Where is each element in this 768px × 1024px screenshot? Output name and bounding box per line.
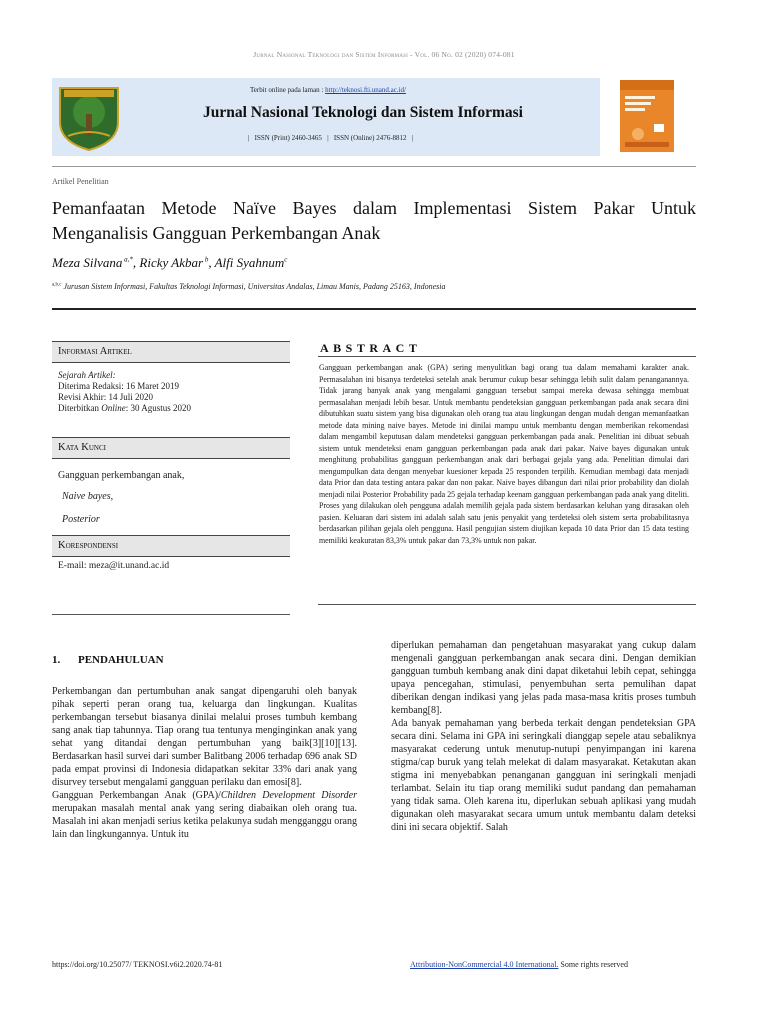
article-type: Artikel Penelitian xyxy=(52,177,109,186)
top-divider xyxy=(52,166,696,167)
author-name: Meza Silvana xyxy=(52,255,123,270)
keywords-heading: Kata Kunci xyxy=(52,437,290,459)
abstract-heading: ABSTRACT xyxy=(320,341,422,355)
author-sup: b xyxy=(204,255,209,264)
keyword-item: Gangguan perkembangan anak, xyxy=(58,470,185,481)
section-title: PENDAHULUAN xyxy=(78,654,164,666)
issn-line: | ISSN (Print) 2460-3465 | ISSN (Online) 2476-8812 | xyxy=(248,134,414,142)
abstract-text: Gangguan perkembangan anak (GPA) sering menyulitkan bagi orang tua dalam memahami karakter anak. Permasalahan ini bisanya terdeteksi setelah anak berumur cukup besar sehingga lebih sulit dalam penanganannya. Tidak jarang banyak anak yang mengalami gangguan tersebut sampai mereka dewasa sehingga membuat permasalahan menjadi lebih besar. Untuk membantu pendeteksian gangguan perkembangan pada anak secara dini dibutuhkan suatu sistem yang bisa digunakan oleh orang tua atau lingkungan dengan mudah dengan memanfaatkan metode data mining naive bayes. Metode ini dinilai mampu untuk membantu dengan memberikan rekomendasi dalam mengambil keputusan dalam mendeteksi gangguan perkembangan pada anak. Penelitian ini dibuat sebuah sistem untuk mendeteksi enam gangguan perkembangan pada anak dari pakar. Naive bayes digunakan untuk menghitung probabilitas gangguan perkembangan anak dari berbagai gejala yang ada. Penelitian dimulai dari mengumpulkan data dengan menyebar kuesioner kepada 25 responden terpilih. Kemudian membagi data menjadi data Prior dan data testing antara pakar dan non pakar. Naive bayes dibangun dari nilai prior probability dan diolah menjadi nilai Posterior Probability pada 25 gejala terhadap keenam gangguan perkembangan pada anak yang diteliti. Proses yang dilakukan oleh pengguna adalah memilih gejala pada sistem berdasarkan keluhan yang dirasakan oleh pasien. Keluaran dari sistem ini adalah salah satu jenis penyakit yang terdeteksi oleh sistem serta probabilitasnya berdasarkan pilihan gejala oleh pengguna. Hasil pengujian sistem diujikan kepada 10 data Prior dan 15 data testing memiliki keakuratan 83,3% untuk pakar dan 73,3% untuk non pakar. xyxy=(319,363,689,545)
running-head: Jurnal Nasional Teknologi dan Sistem Informasi - Vol. 06 No. 02 (2020) 074-081 xyxy=(253,50,515,59)
keyword-item: Naive bayes, xyxy=(62,491,114,502)
body-column-right xyxy=(391,639,696,834)
author-sup: a,* xyxy=(124,255,133,264)
paper-title: Pemanfaatan Metode Naïve Bayes dalam Implementasi Sistem Pakar Untuk Menganalisis Gangguan Perkembangan Anak xyxy=(52,198,696,243)
correspondence-email: E-mail: meza@it.unand.ac.id xyxy=(58,561,170,571)
revised-date: Revisi Akhir: 14 Juli 2020 xyxy=(58,392,154,402)
license-suffix: Some rights reserved xyxy=(558,960,628,969)
article-info-heading: Informasi Artikel xyxy=(52,341,290,363)
header-divider xyxy=(52,308,696,310)
abstract-bottom-rule xyxy=(318,604,696,605)
correspondence-heading: Korespondensi xyxy=(52,535,290,557)
author-sup: c xyxy=(284,255,288,264)
body-paragraph: Gangguan Perkembangan Anak (GPA)/Children Development Disorder merupakan masalah mental anak yang sering diabaikan oleh orang tua. Masalah ini akan menjadi serius ketika pelakunya sudah mengganggu orang lain dan lingkungannya. Untuk itu xyxy=(52,790,358,840)
author-list: Meza Silvana $^{a,*}$, Ricky Akbar $^b$, Alfi Syahnum$^c$ xyxy=(52,255,288,270)
published-date: Diterbitkan Online: 30 Agustus 2020 xyxy=(58,403,192,413)
body-paragraph: diperlukan pemahaman dan pengetahuan masyarakat yang cukup dalam mengenali gangguan perkembangan anak secara dini. Dengan demikian gangguan tumbuh kembang anak dini dapat diketahui lebih cepat, sehingga upaya pencegahan, stimulasi, penyembuhan serta pemulihan dapat diberikan dengan indikasi yang jelas pada masa-masa kritis proses tumbuh kembang[8]. xyxy=(391,640,696,716)
license-link[interactable]: Attribution-NonCommercial 4.0 International. xyxy=(410,960,559,969)
footer-license xyxy=(410,960,628,969)
issn-online: ISSN (Online) 2476-8812 xyxy=(333,134,407,142)
section-number: 1. xyxy=(52,654,61,666)
keyword-item: Posterior xyxy=(62,514,100,525)
author-name: Ricky Akbar xyxy=(139,255,204,270)
author-name: Alfi Syahnum xyxy=(214,255,285,270)
abstract-top-rule xyxy=(318,356,696,357)
affiliation xyxy=(52,282,445,291)
affiliation-text: Jurusan Sistem Informasi, Fakultas Teknologi Informasi, Universitas Andalas, Limau Manis, Padang 25163, Indonesia xyxy=(63,282,446,291)
footer-doi: https://doi.org/10.25077/ TEKNOSI.v6i2.2020.74-81 xyxy=(52,960,223,969)
body-paragraph: Perkembangan dan pertumbuhan anak sangat dipengaruhi oleh banyak pihak seperti peran orang tua, keluarga dan lingkungan. Kualitas perkembangan tersebut biasanya dinilai melalui proses tumbuh kembang sang anak tiap tahunnya. Tiap orang tua tentunya menginginkan anak yang sehat yang ditandai dengan pertumbuhan yang baik[3][10][13]. Berdasarkan hasil survei dari sumber Balitbang 2006 terhadap 696 anak SD pada empat provinsi di Indonesia didapatkan sekitar 33% dari anak yang disurvey tersebut mengalami gangguan perilaku dan emosi[8]. xyxy=(52,686,357,788)
published-prefix: Terbit online pada laman : xyxy=(250,86,324,94)
published-online-note xyxy=(250,86,406,94)
journal-title: Jurnal Nasional Teknologi dan Sistem Informasi xyxy=(203,104,523,121)
journal-url-link[interactable]: http://teknosi.fti.unand.ac.id/ xyxy=(325,86,407,94)
article-history xyxy=(58,370,191,414)
body-paragraph: Ada banyak pemahaman yang berbeda terkait dengan pendeteksian GPA secara dini. Selama ini GPA ini seringkali dianggap sepele atau sebaliknya masyarakat cederung untuk menutup-nutupi penyimpangan ini karena stigma/cap buruk yang telah melekat di dalam masyarakat. Ketakutan akan stigma ini menyebabkan penanganan gangguan ini seringkali menjadi terlambat. Selain itu tiap orang memiliki sudut pandang dan pemahaman yang tidak sama. Oleh karena itu, diperlukan sebuah aplikasi yang mudah digunakan oleh masyarakat secara umum untuk membantu dalam deteksi dini ini secara objektif. Salah xyxy=(391,718,696,833)
side-bottom-rule xyxy=(52,614,290,615)
body-column-left xyxy=(52,685,357,841)
history-label: Sejarah Artikel: xyxy=(58,370,116,380)
issn-print: ISSN (Print) 2460-3465 xyxy=(254,134,322,142)
affiliation-sup: a,b,c xyxy=(52,282,62,288)
section-heading xyxy=(52,654,164,666)
received-date: Diterima Redaksi: 16 Maret 2019 xyxy=(58,381,179,391)
